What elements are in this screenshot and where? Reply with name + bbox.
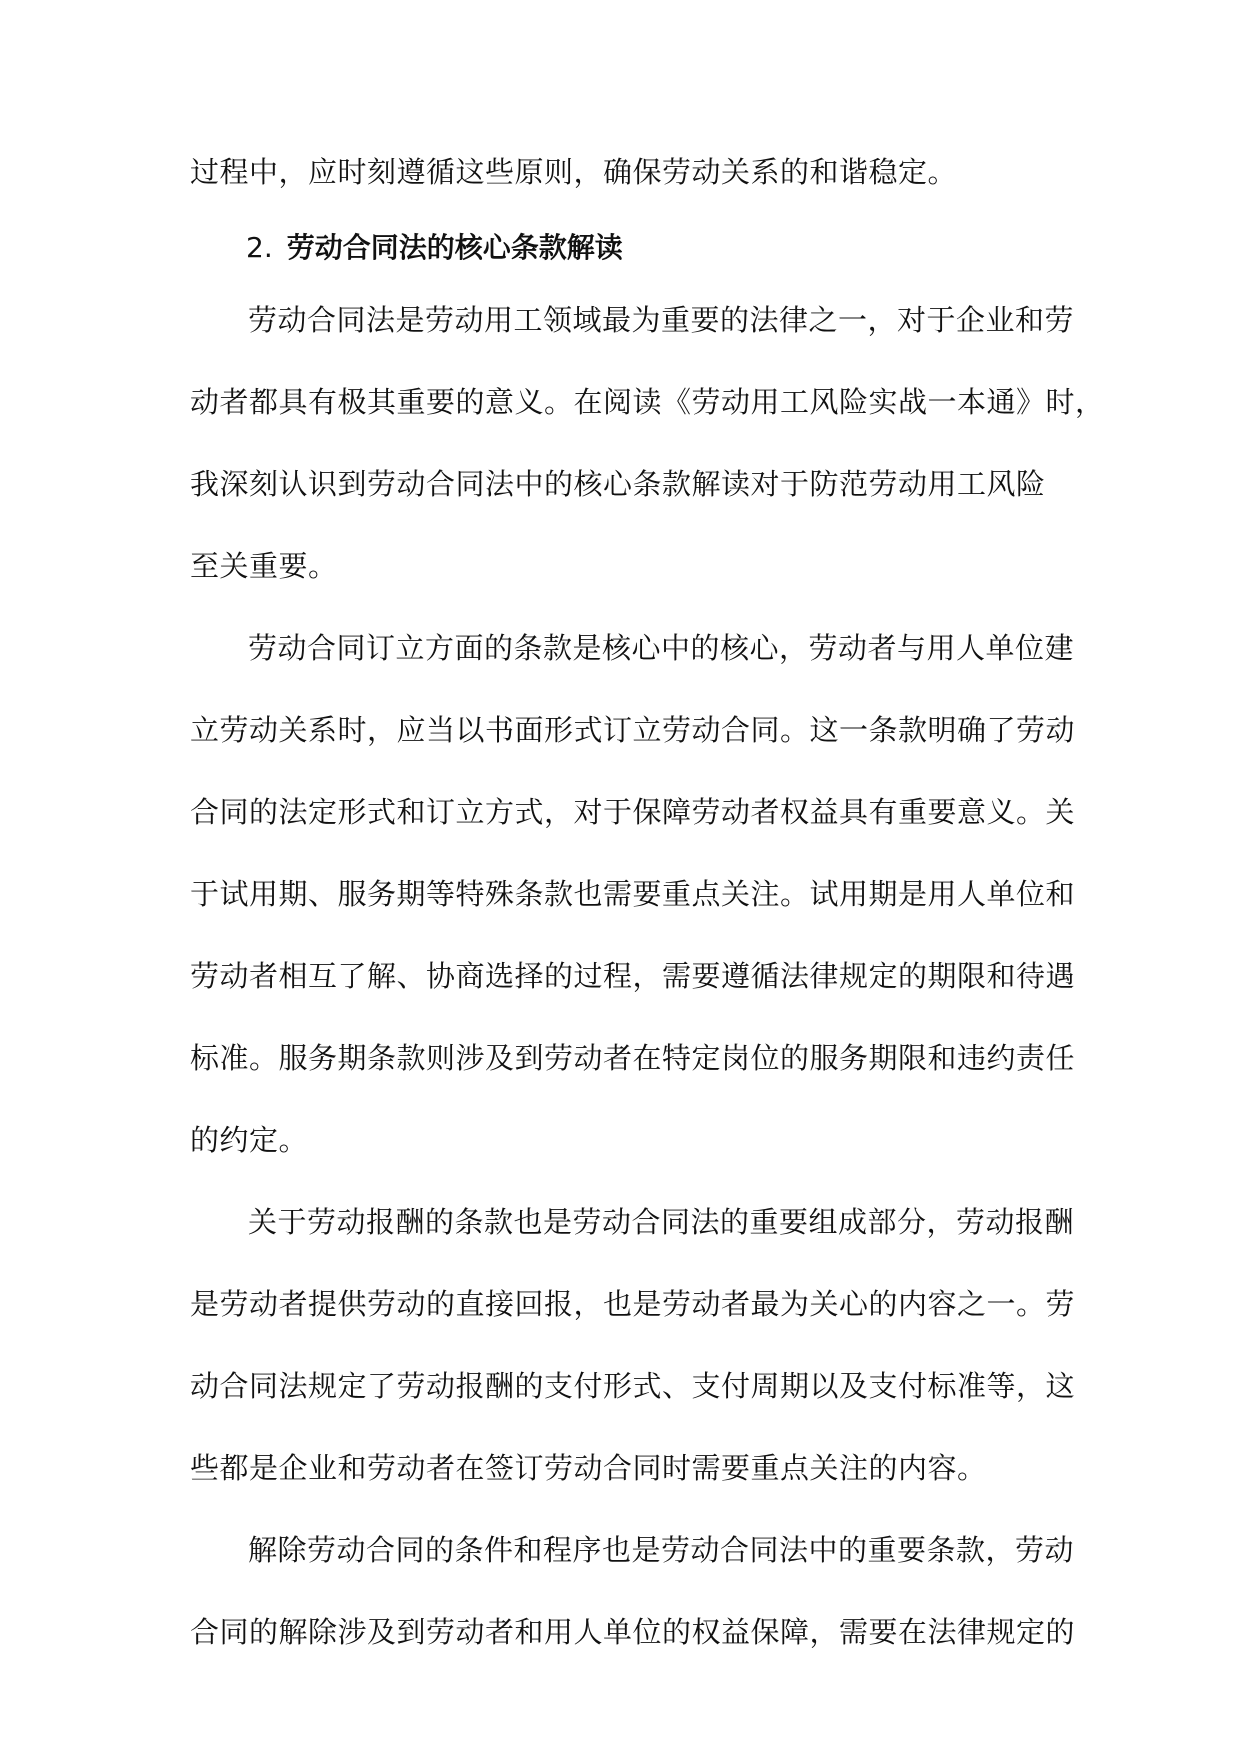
text-line: 劳动合同法是劳动用工领域最为重要的法律之一，对于企业和劳 bbox=[248, 303, 1075, 337]
text-line: 合同的法定形式和订立方式，对于保障劳动者权益具有重要意义。关 bbox=[190, 795, 1076, 829]
text-line: 关于劳动报酬的条款也是劳动合同法的重要组成部分，劳动报酬 bbox=[248, 1205, 1075, 1239]
text-line: 劳动者相互了解、协商选择的过程，需要遵循法律规定的期限和待遇 bbox=[190, 959, 1076, 993]
text-line: 的约定。 bbox=[190, 1123, 309, 1157]
text-line: 至关重要。 bbox=[190, 549, 338, 583]
text-line: 是劳动者提供劳动的直接回报，也是劳动者最为关心的内容之一。劳 bbox=[190, 1287, 1076, 1321]
text-line: 立劳动关系时，应当以书面形式订立劳动合同。这一条款明确了劳动 bbox=[190, 713, 1076, 747]
text-line: 解除劳动合同的条件和程序也是劳动合同法中的重要条款，劳动 bbox=[248, 1533, 1075, 1567]
text-line: 动合同法规定了劳动报酬的支付形式、支付周期以及支付标准等，这 bbox=[190, 1369, 1076, 1403]
text-line: 于试用期、服务期等特殊条款也需要重点关注。试用期是用人单位和 bbox=[190, 877, 1076, 911]
text-line: 动者都具有极其重要的意义。在阅读《劳动用工风险实战一本通》时， bbox=[190, 385, 1105, 419]
section-title: 劳动合同法的核心条款解读 bbox=[286, 231, 623, 264]
text-line: 标准。服务期条款则涉及到劳动者在特定岗位的服务期限和违约责任 bbox=[190, 1041, 1076, 1075]
section-heading bbox=[246, 226, 623, 270]
text-line: 合同的解除涉及到劳动者和用人单位的权益保障，需要在法律规定的 bbox=[190, 1615, 1076, 1649]
text-line: 过程中，应时刻遵循这些原则，确保劳动关系的和谐稳定。 bbox=[190, 155, 958, 189]
section-number: 2. bbox=[246, 231, 273, 264]
text-line: 劳动合同订立方面的条款是核心中的核心，劳动者与用人单位建 bbox=[248, 631, 1075, 665]
document-page bbox=[190, 0, 1105, 1754]
text-line: 我深刻认识到劳动合同法中的核心条款解读对于防范劳动用工风险 bbox=[190, 467, 1046, 501]
text-line: 些都是企业和劳动者在签订劳动合同时需要重点关注的内容。 bbox=[190, 1451, 987, 1485]
